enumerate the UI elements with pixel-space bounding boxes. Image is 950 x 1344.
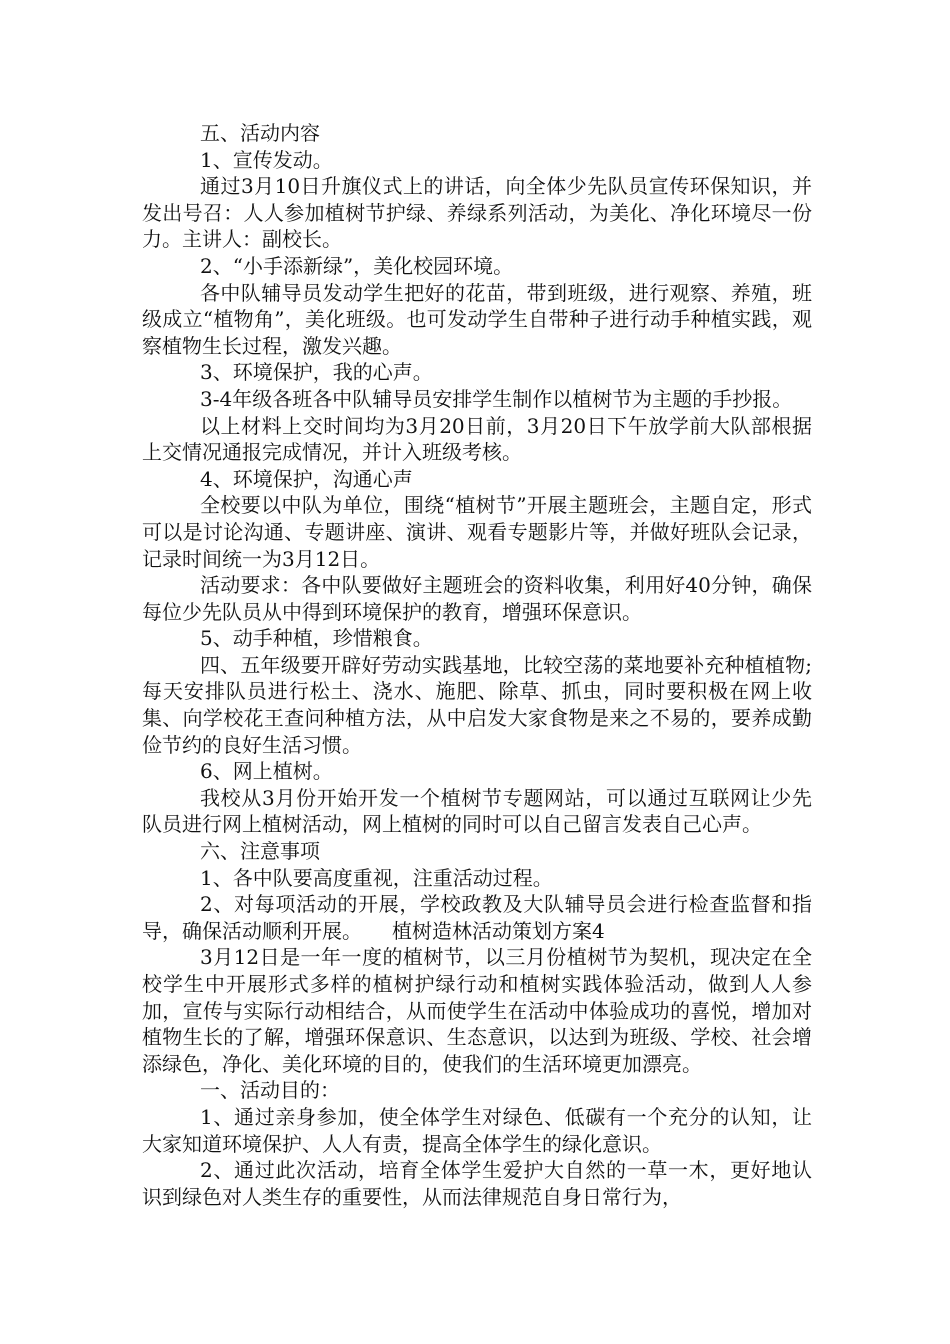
item-heading-online-planting: 6、网上植树。	[200, 759, 333, 784]
paragraph: 1、各中队要高度重视，注重活动过程。	[200, 865, 553, 890]
paragraph: 1、通过亲身参加，使全体学生对绿色、低碳有一个充分的认知，让大家知道环境保护、人人有责，提高全体学生的绿化意识。	[142, 1104, 812, 1156]
section-heading-activity-content: 五、活动内容	[200, 121, 320, 145]
item-heading-planting: 5、动手种植，珍惜粮食。	[200, 626, 433, 651]
paragraph: 我校从3月份开始开发一个植树节专题网站，可以通过互联网让少先队员进行网上植树活动，网上植树的同时可以自己留言发表自己心声。	[142, 785, 812, 837]
paragraph: 以上材料上交时间均为3月20日前，3月20日下午放学前大队部根据上交情况通报完成情况，并计入班级考核。	[142, 413, 812, 465]
paragraph: 活动要求：各中队要做好主题班会的资料收集，利用好40分钟，确保每位少先队员从中得到环境保护的教育，增强环保意识。	[142, 573, 812, 624]
paragraph: 通过3月10日升旗仪式上的讲话，向全体少先队员宣传环保知识，并发出号召：人人参加植树节护绿、养绿系列活动，为美化、净化环境尽一份力。主讲人：副校长。	[142, 174, 812, 252]
document-body	[142, 120, 812, 1210]
paragraph: 3-4年级各班各中队辅导员安排学生制作以植树节为主题的手抄报。	[200, 386, 793, 411]
item-heading-new-green: 2、“小手添新绿”，美化校园环境。	[200, 253, 514, 278]
item-heading-my-voice: 3、环境保护，我的心声。	[200, 360, 433, 385]
paragraph: 2、通过此次活动，培育全体学生爱护大自然的一草一木，更好地认识到绿色对人类生存的重要性，从而法律规范自身日常行为，	[142, 1158, 812, 1209]
paragraph: 3月12日是一年一度的植树节，以三月份植树节为契机，现决定在全校学生中开展形式多样的植树护绿行动和植树实践体验活动，做到人人参加，宣传与实际行动相结合，从而使学生在活动中体验成功的喜悦，增加对植物生长的了解，增强环保意识、生态意识，以达到为班级、学校、社会增添绿色，净化、美化环境的目的，使我们的生活环境更加漂亮。	[142, 945, 812, 1076]
paragraph: 全校要以中队为单位，围绕“植树节”开展主题班会，主题自定，形式可以是讨论沟通、专题讲座、演讲、观看专题影片等，并做好班队会记录，记录时间统一为3月12日。	[142, 493, 812, 571]
item-heading-communicate: 4、环境保护，沟通心声	[200, 466, 413, 491]
paragraph: 2、对每项活动的开展，学校政教及大队辅导员会进行检查监督和指导，确保活动顺利开展。 植树造林活动策划方案4	[142, 892, 812, 943]
section-heading-purpose: 一、活动目的：	[200, 1078, 340, 1103]
item-heading-publicity: 1、宣传发动。	[200, 147, 333, 172]
paragraph: 四、五年级要开辟好劳动实践基地，比较空荡的菜地要补充种植植物;每天安排队员进行松土、浇水、施肥、除草、抓虫，同时要积极在网上收集、向学校花王查问种植方法，从中启发大家食物是来之不易的，要养成勤俭节约的良好生活习惯。	[142, 652, 812, 757]
section-heading-notes: 六、注意事项	[200, 839, 320, 864]
paragraph: 各中队辅导员发动学生把好的花苗，带到班级，进行观察、养殖，班级成立“植物角”，美化班级。也可发动学生自带种子进行动手种植实践，观察植物生长过程，激发兴趣。	[142, 280, 812, 358]
